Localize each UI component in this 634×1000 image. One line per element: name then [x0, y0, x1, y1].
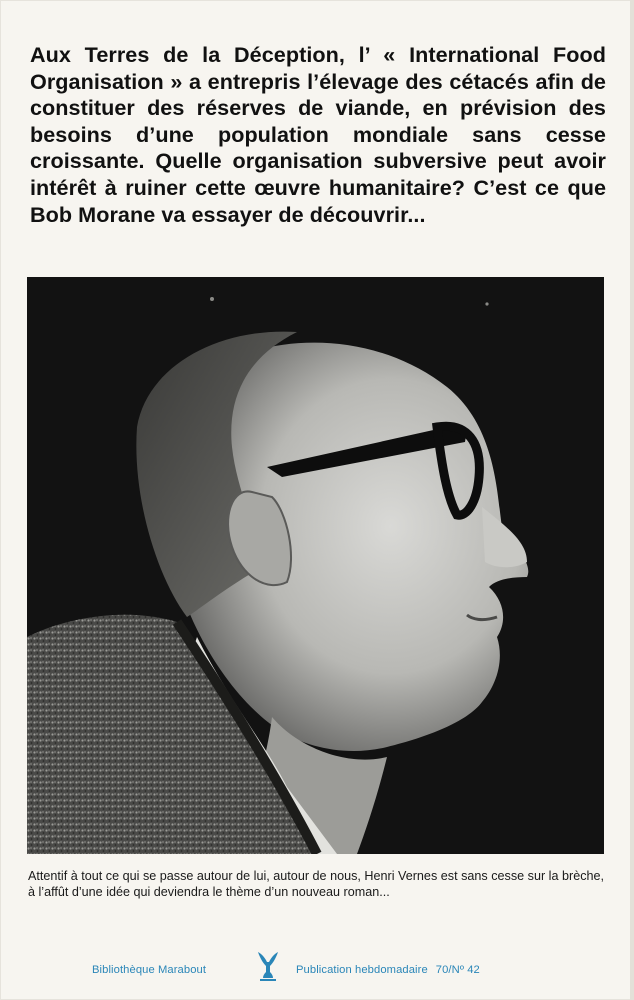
publication-info [296, 964, 480, 976]
issue-number: 70/Nº 42 [435, 964, 480, 976]
back-cover-blurb: Aux Terres de la Déception, l’ « International Food Organisation » a entrepris l’élevage des cétacés afin de constituer des réserves de viande, en prévision des besoins d’une population mondiale sans cesse croissante. Quelle organisation subversive peut avoir intérêt à ruiner cette œuvre humanitaire? C’est ce que Bob Morane va essayer de découvrir... [30, 42, 606, 227]
photo-caption: Attentif à tout ce qui se passe autour de lui, autour de nous, Henri Vernes est sans cesse sur la brèche, à l’affût d’une idée qui deviendra le thème d’un nouveau roman... [28, 869, 604, 899]
marabout-bird-icon [256, 948, 280, 982]
publication-frequency: Publication hebdomadaire [296, 964, 428, 976]
publisher-footer [0, 946, 634, 986]
publisher-name: Bibliothèque Marabout [92, 964, 207, 976]
author-portrait-illustration [27, 277, 604, 854]
author-portrait-photo [27, 277, 604, 854]
